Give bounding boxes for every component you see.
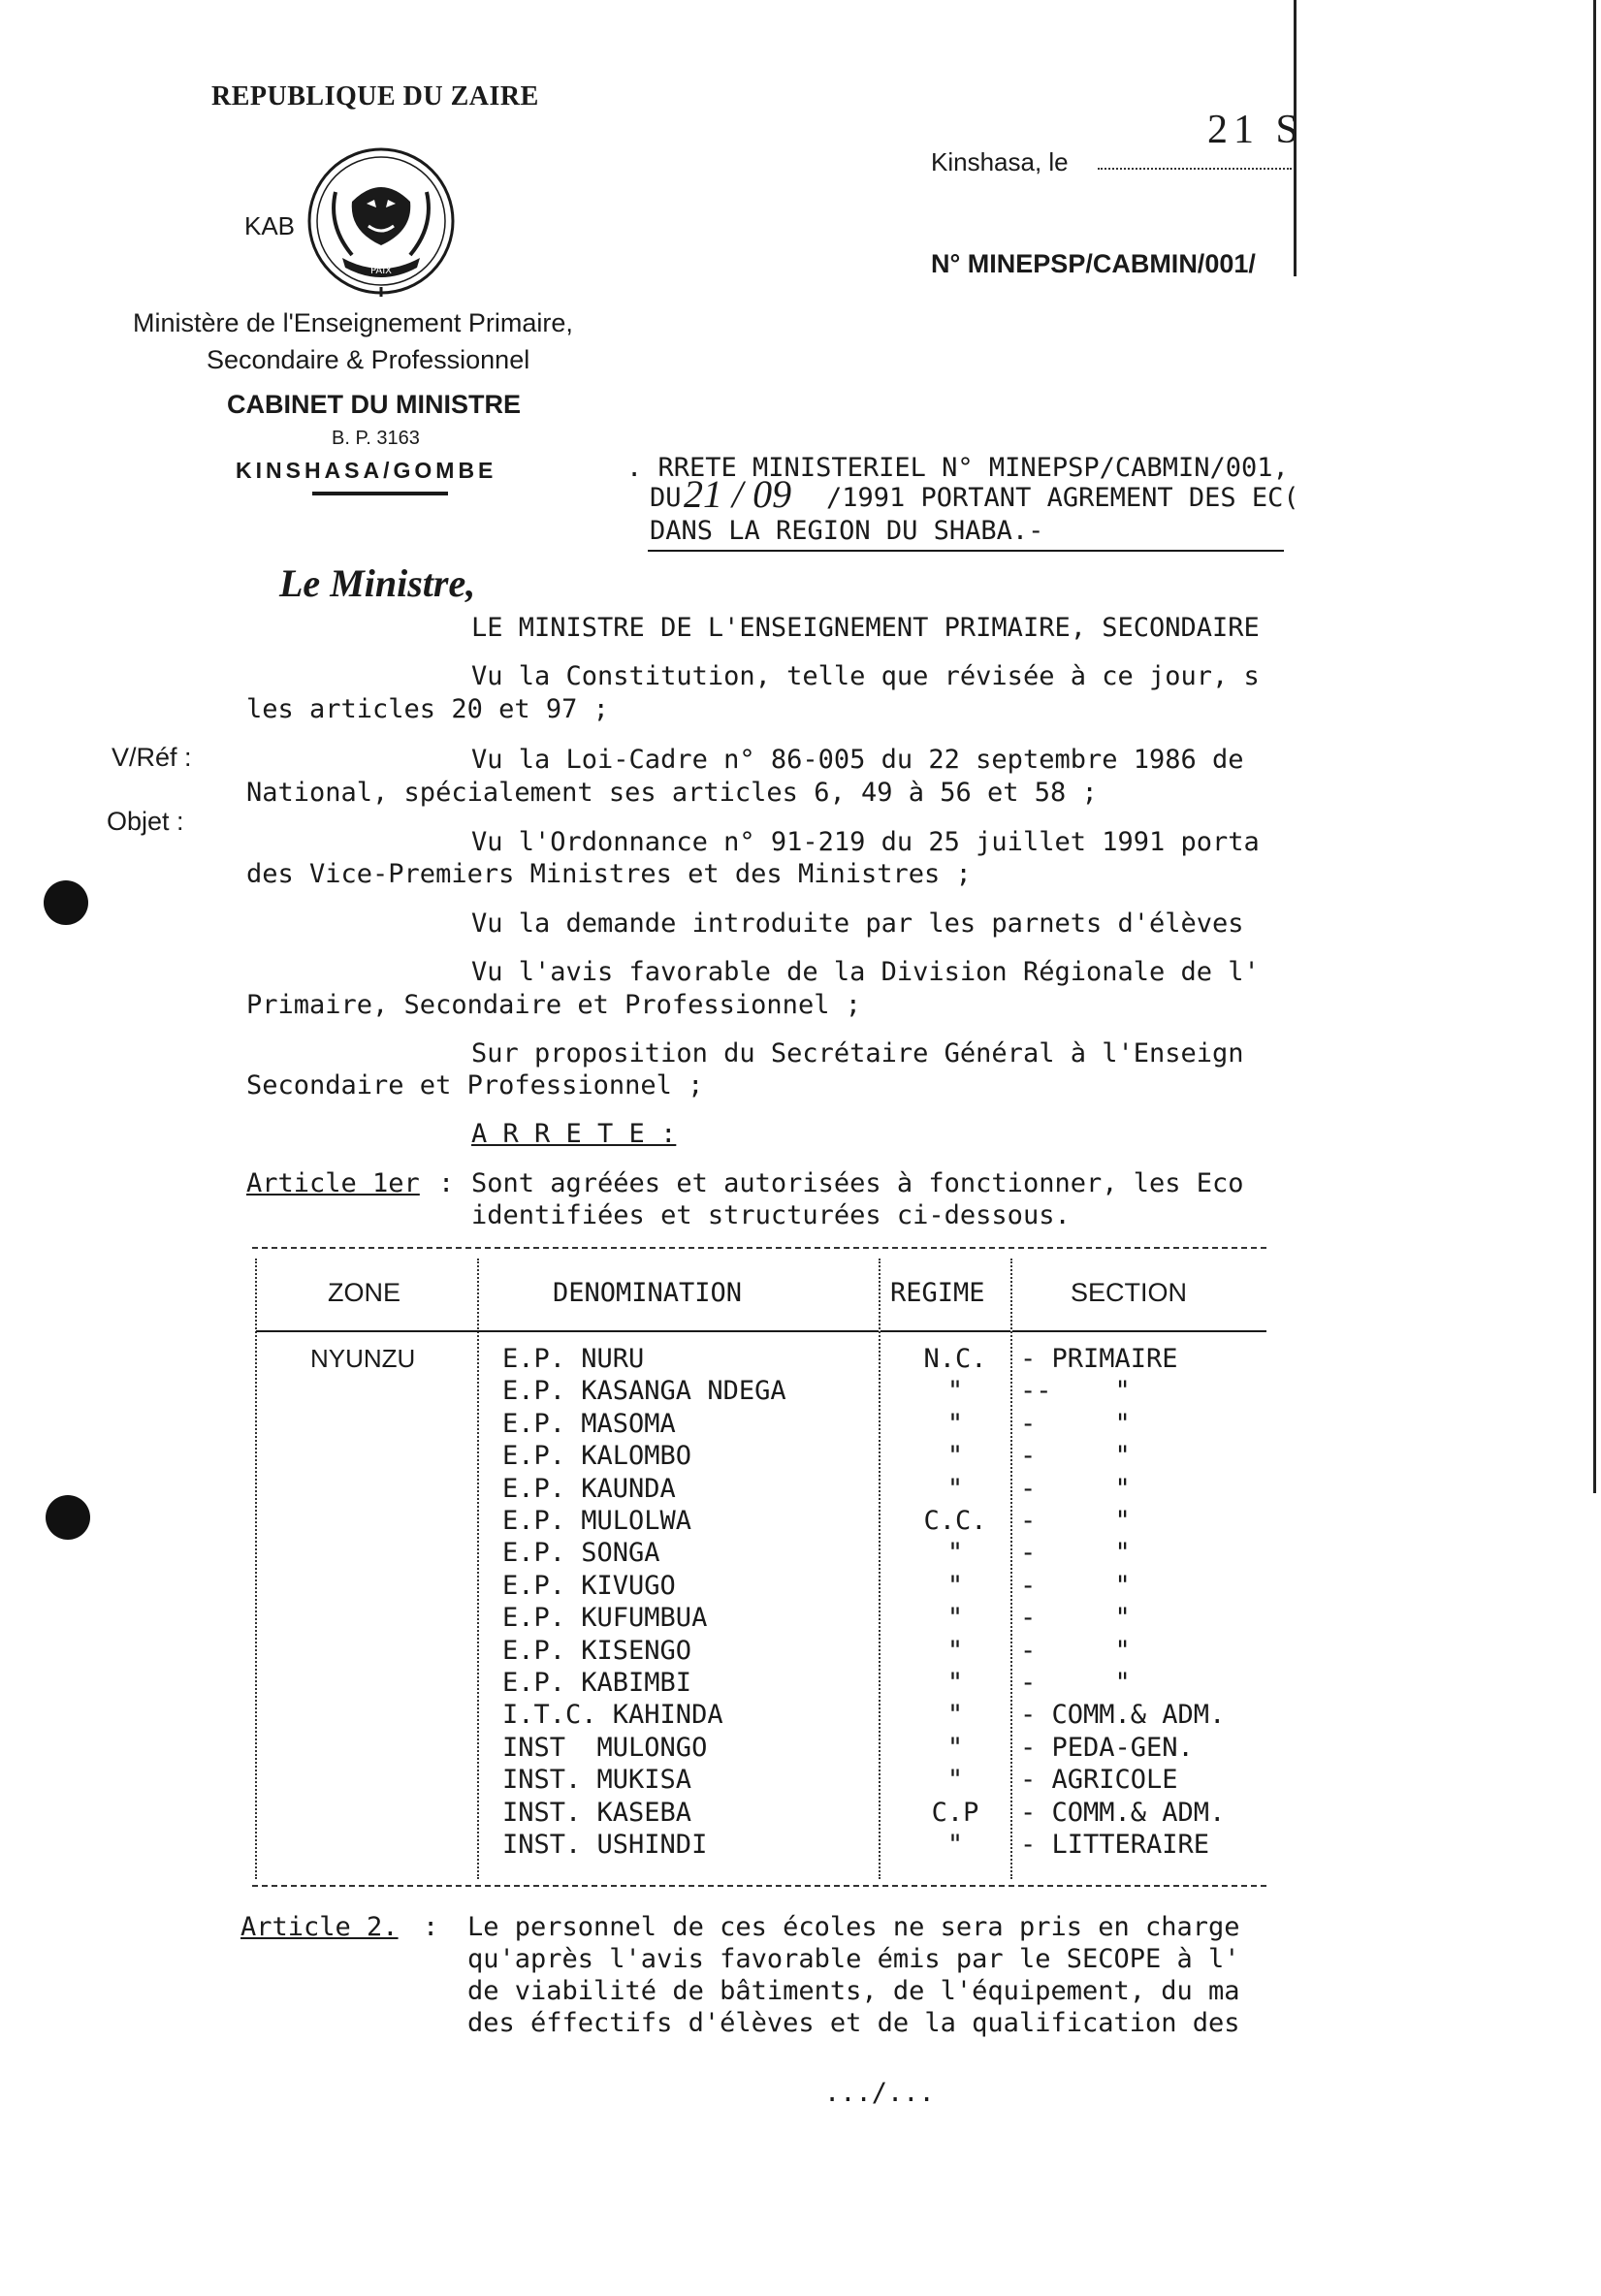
table-row-denomination: E.P. MASOMA <box>502 1409 676 1439</box>
table-header-regime: REGIME <box>890 1278 985 1308</box>
table-header-zone: ZONE <box>328 1278 401 1307</box>
visa-demande: Vu la demande introduite par les parnets d'élèves <box>471 909 1244 939</box>
table-row-denomination: INST. USHINDI <box>502 1830 708 1860</box>
article-2-line-1: Le personnel de ces écoles ne sera pris en charge <box>467 1912 1240 1942</box>
visa-loi-cadre-cont: National, spécialement ses articles 6, 49 à 56 et 58 ; <box>246 778 1098 808</box>
table-row-denomination: E.P. KABIMBI <box>502 1668 692 1698</box>
table-row-section: - " <box>1020 1538 1131 1568</box>
table-col-line-1 <box>255 1259 257 1879</box>
table-row-regime: N.C. <box>923 1344 987 1374</box>
table-row-denomination: E.P. KASANGA NDEGA <box>502 1376 786 1406</box>
table-row-section: - PRIMAIRE <box>1020 1344 1178 1374</box>
date-dotted-line <box>1098 168 1292 170</box>
table-row-section: - PEDA-GEN. <box>1020 1733 1194 1763</box>
article-2-line-4: des éffectifs d'élèves et de la qualification des <box>467 2008 1240 2038</box>
table-header-section: SECTION <box>1071 1278 1188 1307</box>
table-col-line-2 <box>477 1259 479 1879</box>
reference-number: N° MINEPSP/CABMIN/001/ <box>931 249 1256 278</box>
table-row-regime: " <box>946 1668 964 1698</box>
page-edge-line <box>1593 0 1596 1493</box>
table-row-denomination: E.P. KIVUGO <box>502 1571 676 1601</box>
table-header-rule-2 <box>479 1330 879 1332</box>
table-row-denomination: E.P. SONGA <box>502 1538 660 1568</box>
table-row-regime: " <box>946 1636 964 1666</box>
arrete-title-du: DU <box>650 483 682 513</box>
visa-ordonnance-cont: des Vice-Premiers Ministres et des Ministres ; <box>246 859 972 889</box>
city-underline <box>312 492 448 495</box>
punch-hole-top <box>44 880 88 925</box>
table-col-line-4 <box>1010 1259 1012 1879</box>
table-row-section: - COMM.& ADM. <box>1020 1798 1226 1828</box>
table-row-section: - COMM.& ADM. <box>1020 1700 1226 1730</box>
article-1-colon: : <box>438 1168 455 1198</box>
visa-avis-cont: Primaire, Secondaire et Professionnel ; <box>246 990 861 1020</box>
table-row-regime: " <box>946 1603 964 1633</box>
table-row-regime: " <box>946 1474 964 1504</box>
table-header-rule-1 <box>256 1330 479 1332</box>
postal-box: B. P. 3163 <box>332 428 420 449</box>
table-row-section: - LITTERAIRE <box>1020 1830 1210 1860</box>
table-row-regime: " <box>946 1700 964 1730</box>
table-row-regime: " <box>946 1376 964 1406</box>
date-label: Kinshasa, le <box>931 147 1069 176</box>
date-handwritten: 21 S <box>1207 108 1304 152</box>
table-row-regime: " <box>946 1409 964 1439</box>
table-row-section: - " <box>1020 1603 1131 1633</box>
table-header-denomination: DENOMINATION <box>553 1278 743 1308</box>
article-2-line-2: qu'après l'avis favorable émis par le SECOPE à l' <box>467 1944 1240 1974</box>
table-row-regime: " <box>946 1441 964 1471</box>
table-top-rule <box>252 1247 1266 1249</box>
table-row-regime: " <box>946 1571 964 1601</box>
arrete-heading: A R R E T E : <box>471 1119 677 1149</box>
ministry-line-2: Secondaire & Professionnel <box>207 345 530 374</box>
punch-hole-bottom <box>46 1495 90 1540</box>
table-row-denomination: E.P. MULOLWA <box>502 1506 692 1536</box>
arrete-title-line-2: /1991 PORTANT AGREMENT DES EC( <box>826 483 1299 513</box>
table-row-section: - " <box>1020 1668 1131 1698</box>
table-row-regime: C.C. <box>923 1506 987 1536</box>
table-row-denomination: E.P. KISENGO <box>502 1636 692 1666</box>
cabinet-title: CABINET DU MINISTRE <box>227 390 521 419</box>
article-2-label: Article 2. <box>240 1912 399 1942</box>
table-row-section: - " <box>1020 1441 1131 1471</box>
visa-constitution: Vu la Constitution, telle que révisée à ce jour, s <box>471 661 1260 691</box>
arrete-title-line-3: DANS LA REGION DU SHABA.- <box>650 516 1044 546</box>
table-col-line-3 <box>879 1259 881 1879</box>
table-row-regime: " <box>946 1733 964 1763</box>
arrete-date-handwritten: 21 / 09 <box>684 472 792 516</box>
table-header-rule-4 <box>1012 1330 1266 1332</box>
table-zone-value: NYUNZU <box>310 1344 416 1373</box>
article-2-colon: : <box>423 1912 439 1942</box>
table-row-section: - " <box>1020 1571 1131 1601</box>
table-row-denomination: E.P. KUFUMBUA <box>502 1603 708 1633</box>
table-row-regime: " <box>946 1538 964 1568</box>
kab-label: KAB <box>244 211 296 240</box>
vref-label: V/Réf : <box>112 743 192 772</box>
article-1-line-2: identifiées et structurées ci-dessous. <box>471 1200 1071 1230</box>
article-2-line-3: de viabilité de bâtiments, de l'équipement, du ma <box>467 1976 1240 2006</box>
visa-ordonnance: Vu l'Ordonnance n° 91-219 du 25 juillet 1991 porta <box>471 827 1260 857</box>
table-row-denomination: INST. KASEBA <box>502 1798 692 1828</box>
ministry-line-1: Ministère de l'Enseignement Primaire, <box>133 308 573 337</box>
visa-avis: Vu l'avis favorable de la Division Régionale de l' <box>471 957 1260 987</box>
table-row-section: - AGRICOLE <box>1020 1765 1178 1795</box>
republic-title: REPUBLIQUE DU ZAIRE <box>211 81 539 112</box>
signatory-heading: Le Ministre, <box>279 561 476 605</box>
table-row-regime: C.P <box>931 1798 979 1828</box>
table-row-section: - " <box>1020 1506 1131 1536</box>
arrete-title-line-1: . RRETE MINISTERIEL N° MINEPSP/CABMIN/001, <box>626 453 1289 483</box>
table-row-section: -- " <box>1020 1376 1131 1406</box>
table-row-regime: " <box>946 1765 964 1795</box>
table-row-denomination: E.P. KALOMBO <box>502 1441 692 1471</box>
table-row-denomination: E.P. NURU <box>502 1344 645 1374</box>
coat-of-arms-icon <box>299 144 464 301</box>
article-1-label: Article 1er <box>246 1168 420 1198</box>
table-row-section: - " <box>1020 1636 1131 1666</box>
article-1-line-1: Sont agréées et autorisées à fonctionner, les Eco <box>471 1168 1244 1198</box>
arrete-title-rule <box>648 550 1284 552</box>
table-row-regime: " <box>946 1830 964 1860</box>
visa-proposition-cont: Secondaire et Professionnel ; <box>246 1070 704 1100</box>
emblem-motto: PAIX <box>369 266 393 276</box>
table-row-denomination: INST. MUKISA <box>502 1765 692 1795</box>
preamble-title: LE MINISTRE DE L'ENSEIGNEMENT PRIMAIRE, SECONDAIRE <box>471 613 1260 643</box>
table-bottom-rule <box>252 1885 1266 1887</box>
table-row-section: - " <box>1020 1409 1131 1439</box>
visa-proposition: Sur proposition du Secrétaire Général à l'Enseign <box>471 1038 1244 1068</box>
table-row-section: - " <box>1020 1474 1131 1504</box>
table-row-denomination: I.T.C. KAHINDA <box>502 1700 723 1730</box>
page-continuation: .../... <box>824 2078 935 2108</box>
city-line: KINSHASA/GOMBE <box>236 458 497 483</box>
arrete-title-text: RRETE MINISTERIEL N° MINEPSP/CABMIN/001, <box>657 453 1289 483</box>
objet-label: Objet : <box>107 807 184 836</box>
table-row-denomination: INST MULONGO <box>502 1733 708 1763</box>
visa-loi-cadre: Vu la Loi-Cadre n° 86-005 du 22 septembre 1986 de <box>471 745 1244 775</box>
table-header-rule-3 <box>881 1330 1010 1332</box>
table-row-denomination: E.P. KAUNDA <box>502 1474 676 1504</box>
visa-constitution-cont: les articles 20 et 97 ; <box>246 694 609 724</box>
